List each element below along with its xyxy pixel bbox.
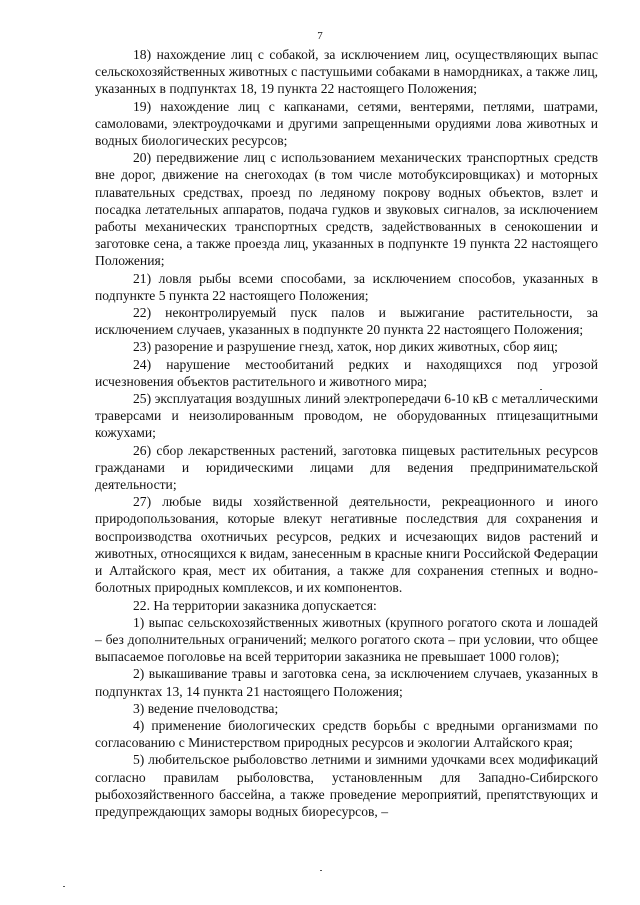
- paragraph-item-21: 21) ловля рыбы всеми способами, за исключением способов, указанных в подпункте 5 пункта 22 настоящего Положения;: [95, 270, 598, 303]
- document-body: [95, 46, 598, 820]
- allowed-item-2: 2) выкашивание травы и заготовка сена, за исключением случаев, указанных в подпунктах 13, 14 пункта 21 настоящего Положения;: [95, 666, 598, 699]
- paragraph-item-23: 23) разорение и разрушение гнезд, хаток, нор диких животных, сбор яиц;: [133, 339, 558, 355]
- paragraph-item-25: 25) эксплуатация воздушных линий электропередачи 6-10 кВ с металлическими траверсами и неизолированным проводом, не оборудованных птицезащитными кожухами;: [95, 391, 598, 441]
- paragraph-item-22: 22) неконтролируемый пуск палов и выжигание растительности, за исключением случаев, указанных в подпункте 20 пункта 22 настоящего Положения;: [95, 305, 598, 338]
- paragraph-item-27: 27) любые виды хозяйственной деятельности, рекреационного и иного природопользования, которые влекут негативные последствия для сохранения и воспроизводства охотничьих ресурсов, редких и исчезающих видов растений и животных, относящихся к видам, занесенным в красные книги Российской Федерации и Алтайского края, мест их обитания, а также для сохранения степных и водно-болотных природных комплексов, и их компонентов.: [95, 494, 598, 596]
- scan-speck: [540, 389, 542, 390]
- allowed-item-5: 5) любительское рыболовство летними и зимними удочками всех модификаций согласно правилам рыболовства, установленным для Западно-Сибирского рыбохозяйственного бассейна, а также проведение мероприятий, препятствующих и предупреждающих заморы водных биоресурсов, –: [95, 752, 598, 819]
- scan-speck: [63, 886, 65, 887]
- paragraph-item-24: 24) нарушение местообитаний редких и находящихся под угрозой исчезновения объектов растительного и животного мира;: [95, 356, 598, 389]
- allowed-item-4: 4) применение биологических средств борьбы с вредными организмами по согласованию с Министерством природных ресурсов и экологии Алтайского края;: [95, 717, 598, 751]
- allowed-item-1: 1) выпас сельскохозяйственных животных (крупного рогатого скота и лошадей – без дополнительных ограничений; мелкого рогатого скота – при условии, что общее выпасаемое поголовье на всей территории заказника не превышает 1000 голов);: [95, 614, 598, 665]
- page-number: 7: [317, 30, 323, 42]
- paragraph-item-18: 18) нахождение лиц с собакой, за исключением лиц, осуществляющих выпас сельскохозяйственных животных с пастушьими собаками в намордниках, а также лиц, указанных в подпунктах 18, 19 пункта 22 настоящего Положения;: [95, 47, 598, 97]
- scan-speck: [320, 870, 322, 871]
- paragraph-item-26: 26) сбор лекарственных растений, заготовка пищевых растительных ресурсов гражданами и юридическими лицами для ведения предпринимательской деятельности;: [95, 442, 598, 493]
- section-22-heading: 22. На территории заказника допускается:: [133, 597, 377, 613]
- allowed-item-3: 3) ведение пчеловодства;: [133, 700, 279, 716]
- paragraph-item-19: 19) нахождение лиц с капканами, сетями, вентерями, петлями, шатрами, самоловами, электроудочками и другими запрещенными орудиями лова животных и водных биологических ресурсов;: [95, 98, 598, 149]
- paragraph-item-20: 20) передвижение лиц с использованием механических транспортных средств вне дорог, движение на снегоходах (в том числе мотобуксировщиках) и моторных плавательных средствах, проезд по ледяному покрову водных объектов, взлет и посадка летательных аппаратов, подача гудков и звуковых сигналов, за исключением работы механических транспортных средств, задействованных в сенокошении и заготовке сена, а также проезда лиц, указанных в подпункте 19 пункта 22 настоящего Положения;: [95, 150, 598, 269]
